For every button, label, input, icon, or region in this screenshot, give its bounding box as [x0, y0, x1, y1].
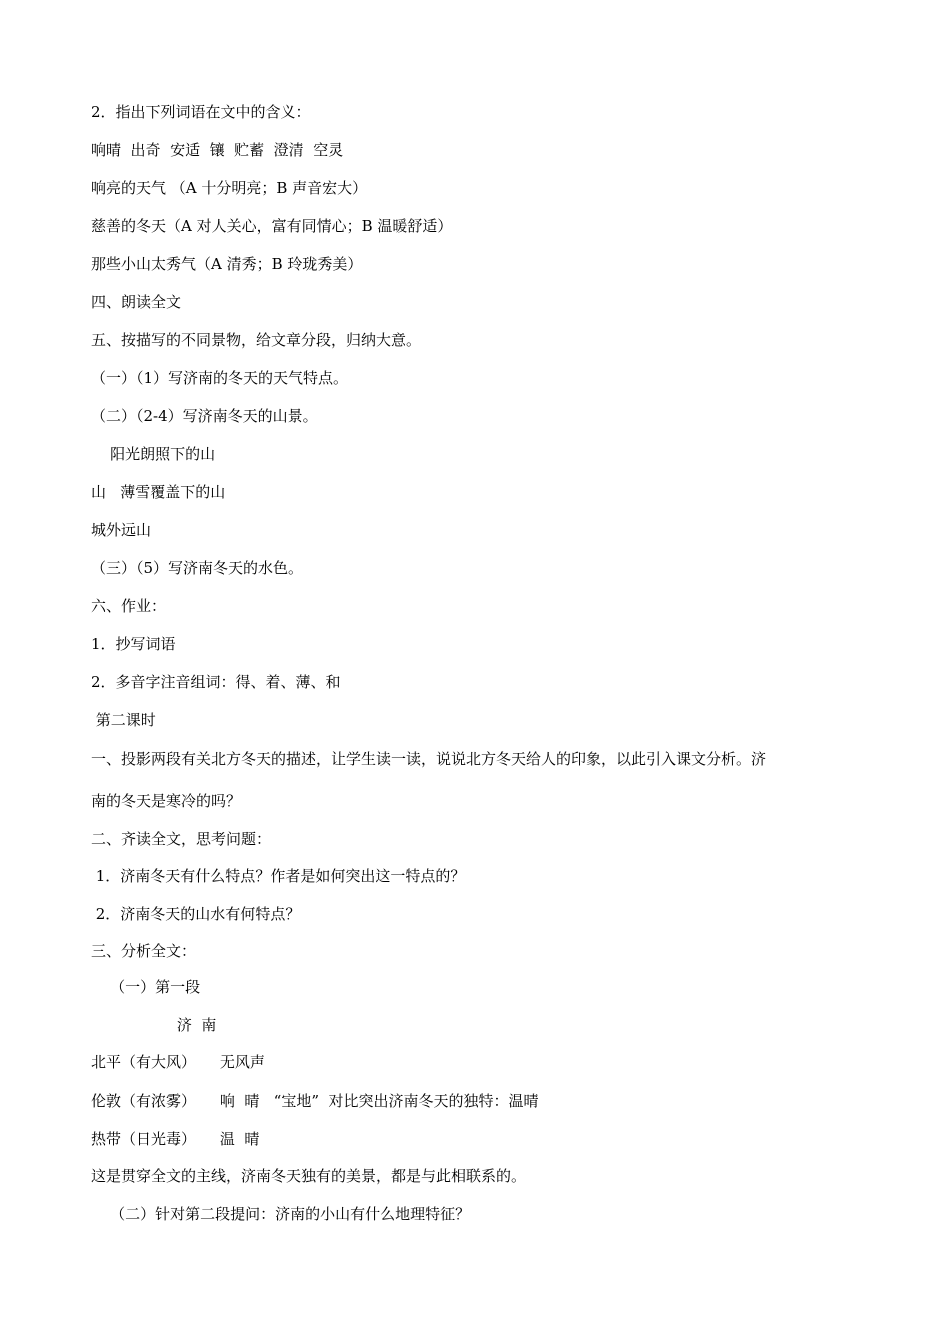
text-line: 1．济南冬天有什么特点？作者是如何突出这一特点的？ — [91, 867, 466, 885]
text-line: 2．指出下列词语在文中的含义： — [91, 103, 311, 121]
text-line: 一、投影两段有关北方冬天的描述，让学生读一读，说说北方冬天给人的印象，以此引入课文分析。济 — [91, 750, 767, 768]
text-line: 伦敦（有浓雾） 响 晴 “宝地” 对比突出济南冬天的独特：温晴 — [91, 1092, 539, 1110]
text-line: （三）（5）写济南冬天的水色。 — [91, 559, 304, 577]
text-line: 城外远山 — [91, 521, 152, 539]
text-line: 山 薄雪覆盖下的山 — [91, 483, 226, 501]
text-line: 第二课时 — [91, 711, 156, 729]
text-line: 那些小山太秀气（A 清秀；B 玲珑秀美） — [91, 255, 363, 273]
text-line: 阳光朗照下的山 — [91, 445, 216, 463]
text-line: 响亮的天气 （A 十分明亮；B 声音宏大） — [91, 179, 368, 197]
text-line: 响晴 出奇 安适 镶 贮蓄 澄清 空灵 — [91, 141, 344, 159]
text-line: 热带（日光毒） 温 晴 — [91, 1130, 260, 1148]
text-line: 四、朗读全文 — [91, 293, 182, 311]
text-line: （一）（1）写济南的冬天的天气特点。 — [91, 369, 349, 387]
text-line: （一）第一段 — [91, 978, 201, 996]
text-line: 二、齐读全文，思考问题： — [91, 830, 272, 848]
text-line: 2．济南冬天的山水有何特点？ — [91, 905, 301, 923]
text-line: 五、按描写的不同景物，给文章分段，归纳大意。 — [91, 331, 422, 349]
text-line: （二）（2-4）写济南冬天的山景。 — [91, 407, 318, 425]
text-line: 北平（有大风） 无风声 — [91, 1053, 265, 1071]
text-line: 这是贯穿全文的主线，济南冬天独有的美景，都是与此相联系的。 — [91, 1167, 527, 1185]
text-line: 三、分析全文： — [91, 942, 197, 960]
text-line: 南的冬天是寒冷的吗？ — [91, 792, 242, 810]
text-line: 2．多音字注音组词：得、着、薄、和 — [91, 673, 341, 691]
text-line: 1．抄写词语 — [91, 635, 176, 653]
text-line: 慈善的冬天（A 对人关心，富有同情心；B 温暖舒适） — [91, 217, 453, 235]
text-line: 六、作业： — [91, 597, 167, 615]
text-line: 济 南 — [91, 1016, 217, 1034]
text-line: （二）针对第二段提问：济南的小山有什么地理特征？ — [91, 1205, 471, 1223]
